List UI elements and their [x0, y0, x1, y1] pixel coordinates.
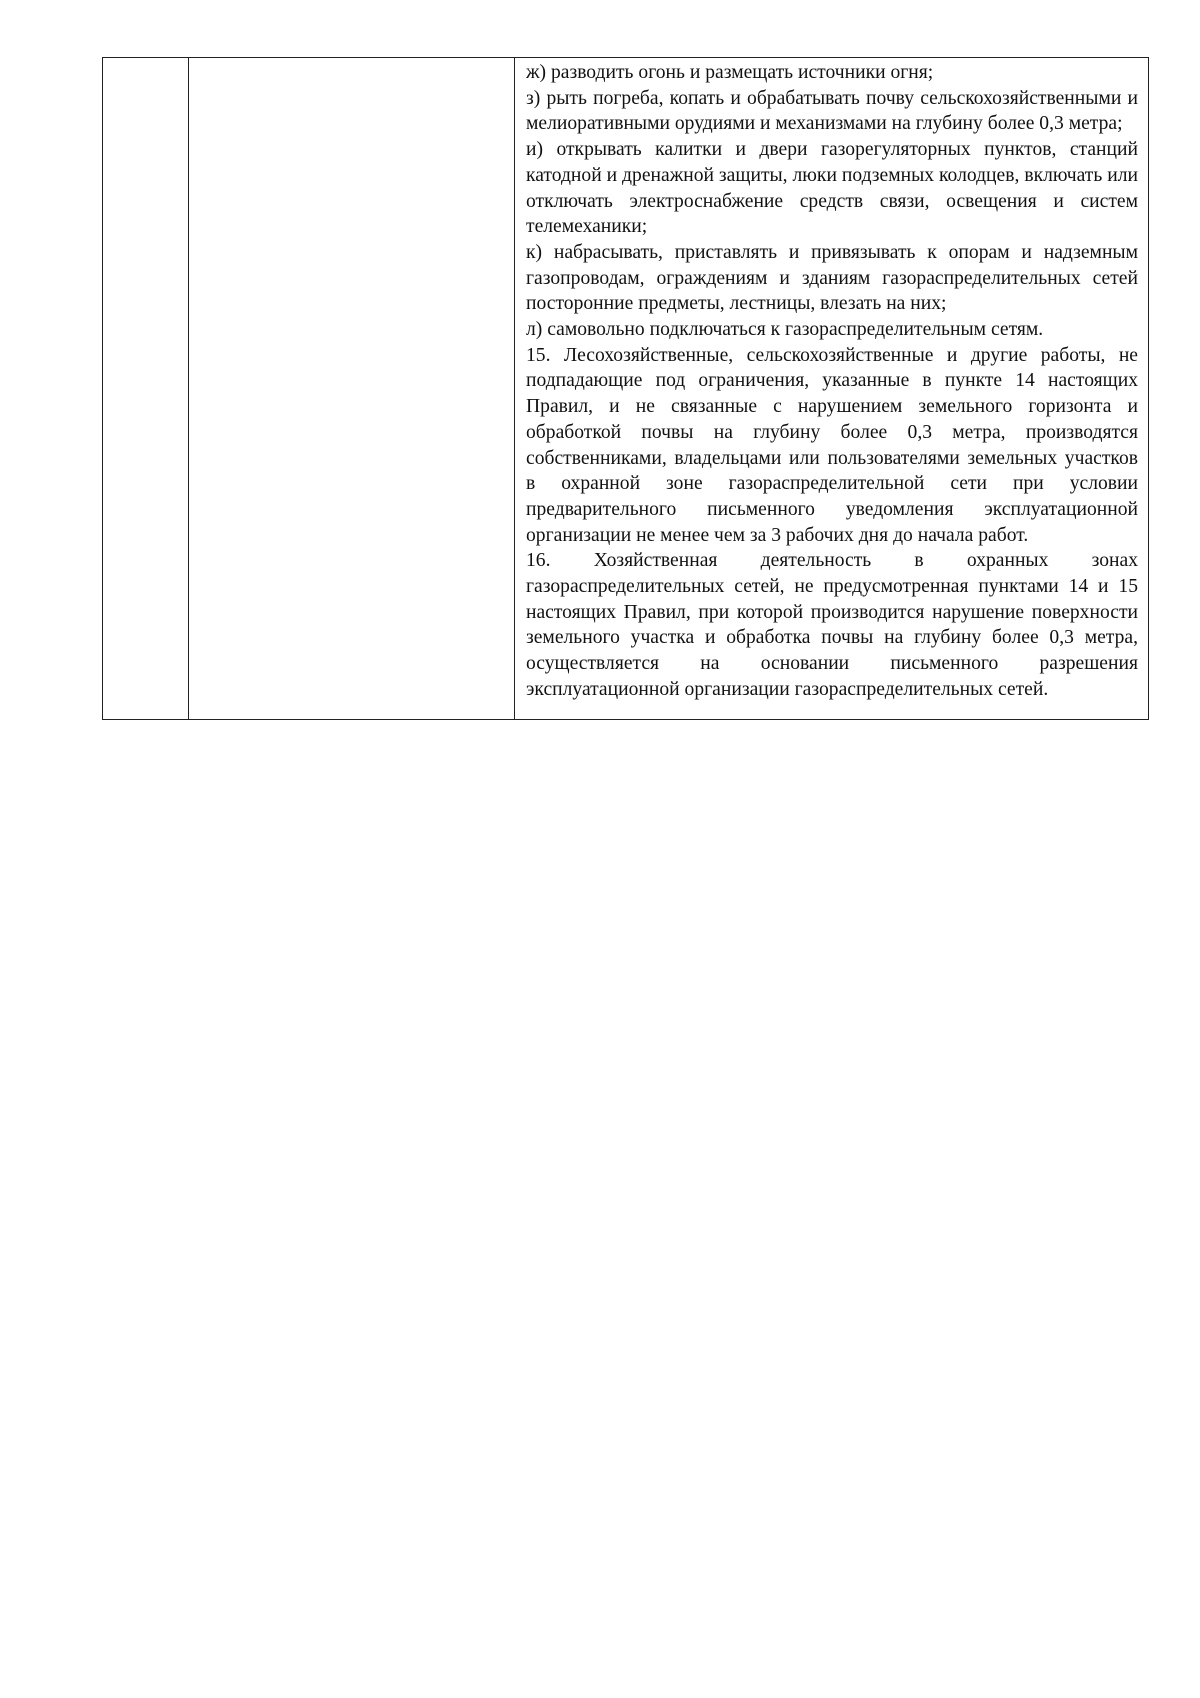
- paragraph-z: з) рыть погреба, копать и обрабатывать почву сельскохозяйственными и мелиоративными орудиями и механизмами на глубину более 0,3 метра;: [526, 87, 1138, 135]
- document-table: [102, 57, 1149, 720]
- paragraph-15: 15. Лесохозяйственные, сельскохозяйственные и другие работы, не подпадающие под ограничения, указанные в пункте 14 настоящих Правил, и не связанные с нарушением земельного горизонта и обработкой почвы на глубину более 0,3 метра, производятся собственниками, владельцами или пользователями земельных участков в охранной зоне газораспределительной сети при условии предварительного письменного уведомления эксплуатационной организации не менее чем за 3 рабочих дня до начала работ.: [526, 344, 1138, 546]
- paragraph-16: 16. Хозяйственная деятельность в охранных зонах газораспределительных сетей, не предусмотренная пунктами 14 и 15 настоящих Правил, при которой производится нарушение поверхности земельного участка и обработка почвы на глубину более 0,3 метра, осуществляется на основании письменного разрешения эксплуатационной организации газораспределительных сетей.: [526, 550, 1138, 700]
- object-cell: [189, 58, 515, 720]
- number-cell: [103, 58, 189, 720]
- content-cell: [515, 58, 1149, 720]
- paragraph-k: к) набрасывать, приставлять и привязывать к опорам и надземным газопроводам, ограждениям и зданиям газораспределительных сетей посторонние предметы, лестницы, влезать на них;: [526, 241, 1138, 315]
- paragraph-l: л) самовольно подключаться к газораспределительным сетям.: [526, 319, 1044, 341]
- table-row: [103, 58, 1149, 720]
- paragraph-i: и) открывать калитки и двери газорегуляторных пунктов, станций катодной и дренажной защиты, люки подземных колодцев, включать или отключать электроснабжение средств связи, освещения и систем телемеханики;: [526, 139, 1138, 238]
- paragraph-zh: ж) разводить огонь и размещать источники огня;: [526, 62, 934, 83]
